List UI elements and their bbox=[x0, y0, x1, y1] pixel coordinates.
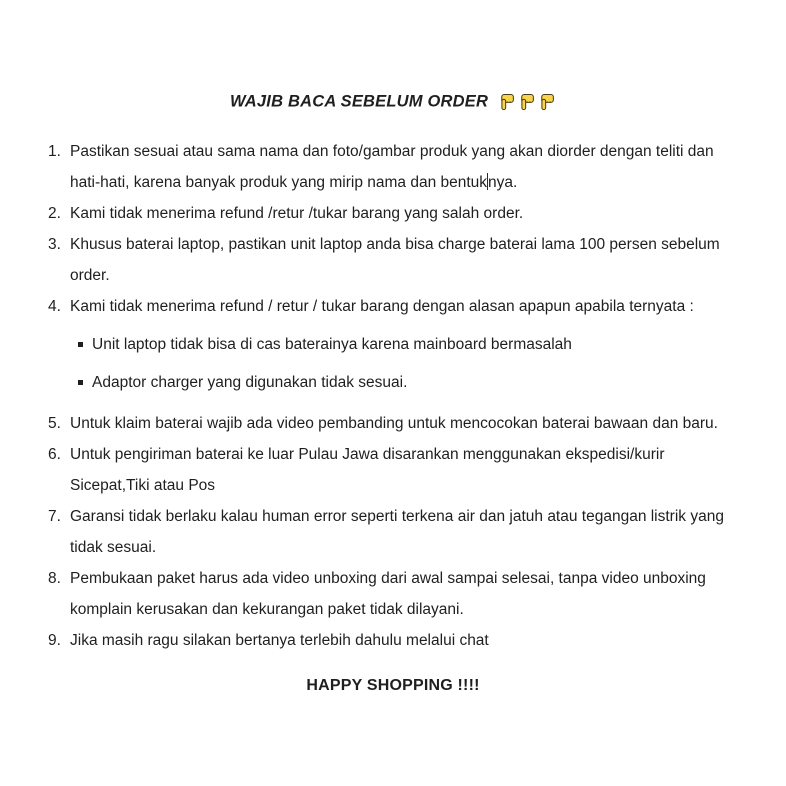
title-emoji-group bbox=[496, 92, 556, 112]
list-item bbox=[48, 198, 738, 229]
item-number: 1. bbox=[48, 143, 61, 160]
document-header bbox=[0, 0, 786, 112]
text-cursor bbox=[487, 173, 488, 190]
item-text: Pembukaan paket harus ada video unboxing dari awal sampai selesai, tanpa video unboxing komplain kerusakan dan kekurangan paket tidak dilayani. bbox=[70, 570, 706, 618]
item-text: Khusus baterai laptop, pastikan unit laptop anda bisa charge baterai lama 100 persen sebelum order. bbox=[70, 236, 720, 284]
footer-message: HAPPY SHOPPING !!!! bbox=[306, 677, 480, 694]
backhand-index-pointing-down-icon bbox=[498, 92, 516, 112]
list-item bbox=[48, 136, 738, 198]
item-number: 3. bbox=[48, 236, 61, 253]
item-text: Kami tidak menerima refund /retur /tukar barang yang salah order. bbox=[70, 205, 524, 222]
item-text: Untuk klaim baterai wajib ada video pembanding untuk mencocokan baterai bawaan dan baru. bbox=[70, 415, 718, 432]
sub-item-text: Unit laptop tidak bisa di cas baterainya karena mainboard bermasalah bbox=[92, 336, 572, 353]
backhand-index-pointing-down-icon bbox=[538, 92, 556, 112]
list-item bbox=[48, 408, 738, 439]
item-text: Kami tidak menerima refund / retur / tukar barang dengan alasan apapun apabila ternyata : Unit laptop tidak bisa di cas baterainya karena mainboard bermasalah Adaptor charger yang digunakan tidak sesuai. bbox=[70, 291, 738, 408]
item-number: 4. bbox=[48, 298, 61, 315]
list-item bbox=[48, 229, 738, 291]
sub-item-text: Adaptor charger yang digunakan tidak sesuai. bbox=[92, 374, 408, 391]
item-number: 7. bbox=[48, 508, 61, 525]
sub-list bbox=[78, 329, 738, 398]
item-number: 2. bbox=[48, 205, 61, 222]
sub-list-item bbox=[78, 329, 738, 360]
notice-list bbox=[48, 136, 738, 656]
list-item bbox=[48, 563, 738, 625]
item-number: 9. bbox=[48, 632, 61, 649]
item-number: 6. bbox=[48, 446, 61, 463]
square-bullet-icon bbox=[78, 380, 83, 385]
sub-list-item bbox=[78, 367, 738, 398]
item-number: 5. bbox=[48, 415, 61, 432]
list-item bbox=[48, 501, 738, 563]
list-item bbox=[48, 439, 738, 501]
item-number: 8. bbox=[48, 570, 61, 587]
item-text: Garansi tidak berlaku kalau human error seperti terkena air dan jatuh atau tegangan listrik yang tidak sesuai. bbox=[70, 508, 724, 556]
item-text: Untuk pengiriman baterai ke luar Pulau Jawa disarankan menggunakan ekspedisi/kurir Sicepat,Tiki atau Pos bbox=[70, 446, 665, 494]
square-bullet-icon bbox=[78, 342, 83, 347]
page-title: WAJIB BACA SEBELUM ORDER bbox=[229, 92, 489, 111]
item-text: Jika masih ragu silakan bertanya terlebih dahulu melalui chat bbox=[70, 632, 489, 649]
list-item bbox=[48, 291, 738, 408]
list-item bbox=[48, 625, 738, 656]
item-text: Pastikan sesuai atau sama nama dan foto/gambar produk yang akan diorder dengan teliti dan hati-hati, karena banyak produk yang mirip nama dan bentuknya. bbox=[70, 143, 714, 191]
backhand-index-pointing-down-icon bbox=[518, 92, 536, 112]
